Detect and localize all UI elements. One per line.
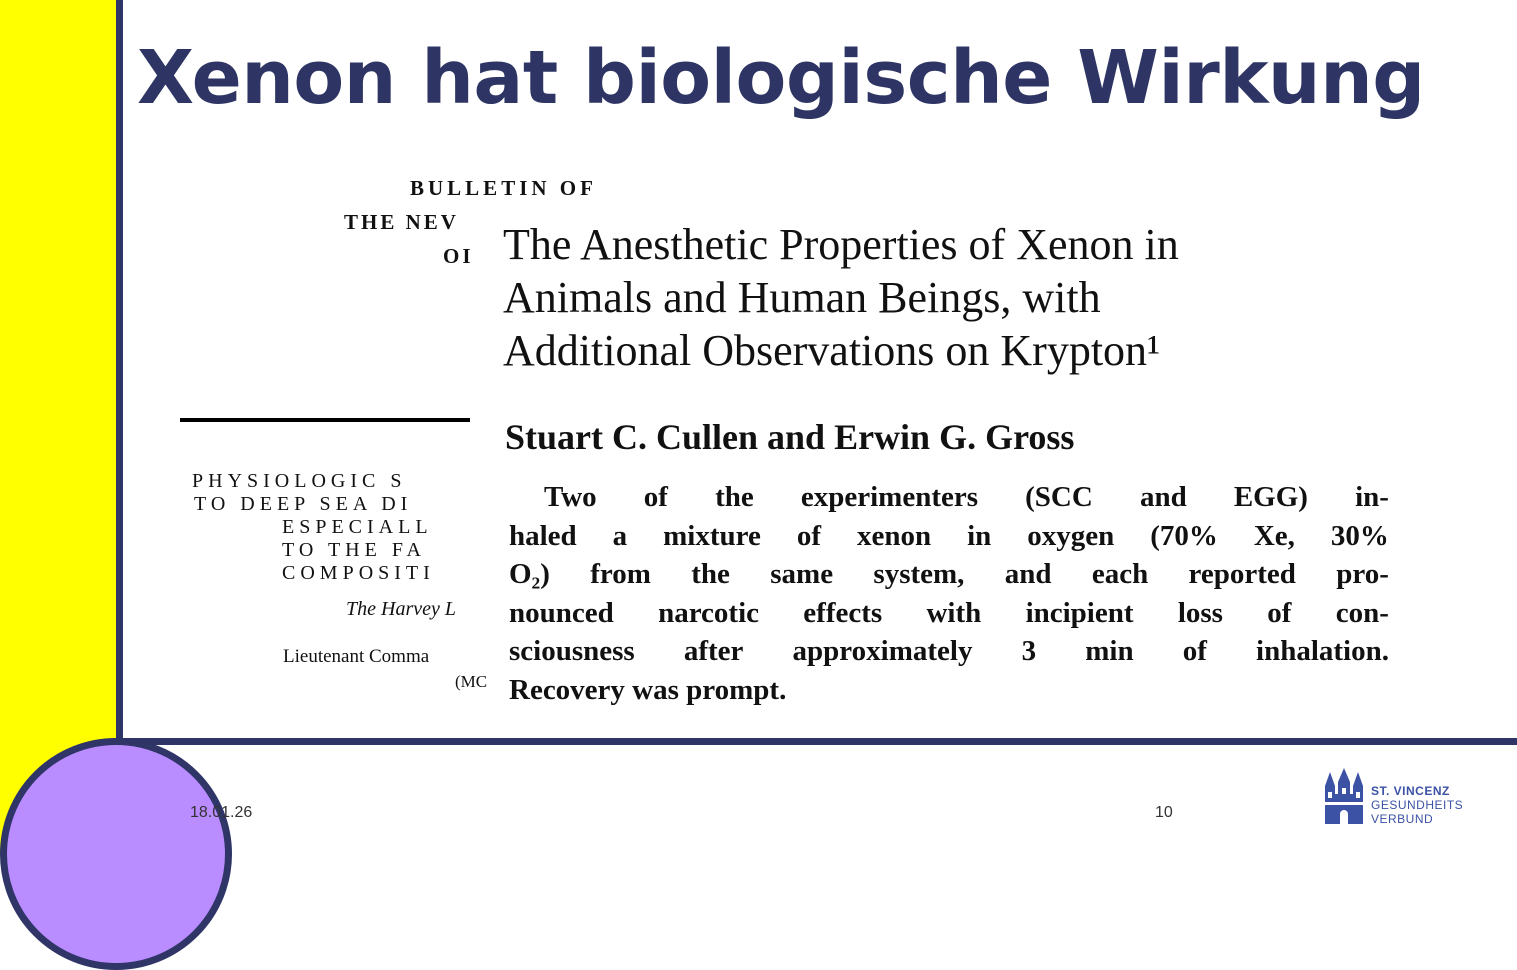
journal-line-3: OI [443,244,474,268]
excerpt-line [509,478,1389,517]
excerpt-word: each [1091,558,1149,590]
vertical-divider [116,0,123,854]
excerpt-word: a [612,519,628,552]
slide-number: 10 [1155,804,1173,821]
phys-line: TO THE FA [282,539,426,561]
phys-line: COMPOSITI [282,562,435,584]
article-title-line: Additional Observations on Krypton¹ [503,326,1161,375]
excerpt-word: of [643,481,668,513]
article-excerpt [509,478,1389,709]
article-title-line: Animals and Human Beings, with [503,273,1101,322]
phys-line: TO DEEP SEA DI [194,493,413,515]
physiologic-block [192,470,435,585]
excerpt-word: min [1085,635,1134,667]
yellow-side-band [0,0,116,854]
paren-line: (MC [455,672,488,691]
excerpt-word: pro- [1336,558,1389,590]
bulletin-heading: BULLETIN OF [410,176,597,200]
phys-line: ESPECIALL [282,516,433,538]
excerpt-word: O₂) [509,558,550,590]
journal-rule [180,418,470,422]
excerpt-word: xenon [856,519,932,552]
st-vincenz-logo [1323,768,1513,828]
excerpt-word: 3 [1021,635,1037,667]
excerpt-word: EGG) [1233,481,1308,513]
excerpt-word: in- [1355,481,1389,513]
excerpt-word: and [1004,558,1052,590]
castle-icon [1323,768,1365,826]
excerpt-word: the [715,481,754,513]
excerpt-word: reported [1188,558,1296,590]
excerpt-word: with [926,596,982,629]
excerpt-word: the [691,558,730,590]
article-title [503,218,1403,377]
slide-title: Xenon hat biologische Wirkung [137,35,1425,121]
logo-line: VERBUND [1371,812,1434,826]
excerpt-word: in [967,519,992,552]
logo-wordmark [1371,784,1463,826]
article-title-line: The Anesthetic Properties of Xenon in [503,220,1179,269]
excerpt-word: of [1267,596,1292,629]
logo-line: GESUNDHEITS [1371,798,1464,812]
corner-quarter-circle [0,738,116,854]
excerpt-line [509,594,1389,633]
excerpt-word: of [1182,635,1207,667]
excerpt-word: (SCC [1025,481,1093,513]
lieutenant-line: Lieutenant Comma [283,646,430,667]
excerpt-word: effects [803,596,883,629]
footer-divider [116,738,1517,745]
journal-line-2: THE NEV [344,210,459,234]
logo-line: ST. VINCENZ [1371,784,1450,798]
excerpt-word: con- [1335,596,1389,629]
excerpt-line [509,517,1389,556]
excerpt-word: inhalation. [1256,635,1389,667]
excerpt-word: same [770,558,834,590]
phys-line: PHYSIOLOGIC S [192,470,407,492]
excerpt-word: sciousness [509,635,635,667]
excerpt-word: loss [1177,596,1223,629]
excerpt-word: nounced [509,596,614,629]
excerpt-line: Recovery was prompt. [509,673,787,706]
excerpt-word: Two [544,481,597,513]
excerpt-word: after [683,635,744,667]
excerpt-word: system, [873,558,965,590]
harvey-lecture-line: The Harvey L [346,598,456,620]
excerpt-word: experimenters [800,481,979,513]
excerpt-word: incipient [1025,596,1134,629]
excerpt-word: approximately [792,635,973,667]
excerpt-word: narcotic [658,596,759,629]
excerpt-word: 30% [1330,519,1389,552]
excerpt-word: from [590,558,651,590]
excerpt-word: (70% [1150,519,1218,552]
excerpt-word: haled [509,519,577,552]
excerpt-word: and [1139,481,1187,513]
excerpt-word: of [796,519,821,552]
footer-date: 18.01.26 [190,804,253,821]
article-authors: Stuart C. Cullen and Erwin G. Gross [505,417,1075,457]
excerpt-word: oxygen [1027,519,1115,552]
excerpt-word: mixture [663,519,761,552]
excerpt-line [509,555,1389,594]
excerpt-line [509,632,1389,671]
excerpt-word: Xe, [1253,519,1295,552]
